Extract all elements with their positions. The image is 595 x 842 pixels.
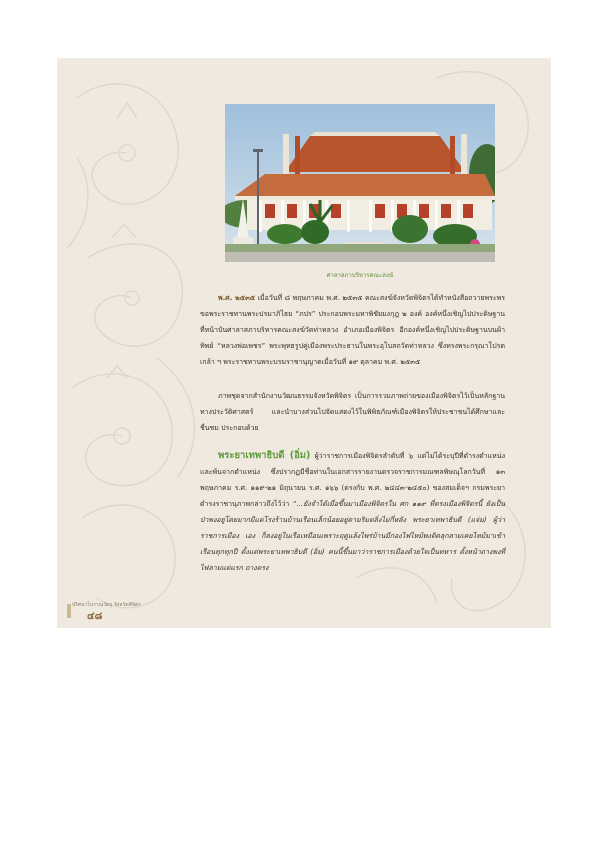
temple-photo-image [225, 104, 495, 262]
paragraph-body: ผู้ว่าราชการเมืองพิจิตรลำดับที่ ๖ แต่ไม่ได้ระบุปีที่ดำรงตำแหน่งและพ้นจากตำแหน่ง ซึ่งปรากฏมีชื่อท่านในเอกสารรายงานตรวจราชการมณฑลพิษณุโลกวันที่ ๑๓ พฤษภาคม ร.ศ. ๑๑๙-๒๑ มิถุนายน ร.ศ. ๑๖๖ (ตรงกับ พ.ศ. ๒๔๔๓-๒๔๕๐) ของสมเด็จฯ กรมพระยาดำรงราชานุภาพกล่าวถึงไว้ว่า “ [200, 452, 505, 508]
photo-caption: ศาลาสภาบริหารคณะสงฆ์ [326, 272, 394, 279]
paragraph-quote: ...ยังจำได้เมื่อขึ้นมาเมืองพิจิตรใน ศก ๑๑๙ ที่ตรงเมืองพิจิตรนี้ ยังเป็นป่าพงอยู่โดยมากมีแต่โรงร้านบ้านเรือนเล็กน้อยอยู่ตามริมตลิ่งไม่กี่หลัง พระยาเทพาธิบดี (แจ่ม) ผู้ว่าราชการเมือง เอง ก็ลงอยู่ในเรือเหมือนเพราะฤดูแล้งไพร่บ้านมีกองไฟไหม้พงติดลุกลามเคยไหม้มาเข้าเรือนทุกทุกปี ตั้งแต่พระยาเทพาธิบดี (อิ่ม) คนนี้ขึ้นมาว่าราชการเมืองด้วยใจเป็นทหาร ตั้งหน้าถางพงที่ไฟลามแต่แรก ถางตรง [200, 500, 505, 572]
footer-ornament [67, 604, 71, 618]
section-heading: พระยาเทพาธิบดี (อิ่ม) [218, 450, 311, 461]
paragraph-photo-collection [200, 388, 505, 436]
footer-book-title: ปริศนาโบราณวัตถุ จังหวัดพิจิตร [72, 602, 141, 608]
paragraph-governor [200, 448, 505, 576]
page-number: ๔๘ [87, 611, 103, 622]
paragraph-lead-year: พ.ศ. ๒๕๓๕ [218, 294, 256, 302]
paragraph-royal-monogram [200, 290, 505, 370]
paragraph-body: ภาพชุดจากสำนักงานวัฒนธรรมจังหวัดพิจิตร เป็นการรวมภาพถ่ายของเมืองพิจิตรไว้เป็นหลักฐานทางประวัติศาสตร์ และนำบางส่วนไปจัดแสดงไว้ในพิพิธภัณฑ์เมืองพิจิตรให้ประชาชนได้ศึกษาและชื่นชม ประกอบด้วย [200, 392, 505, 432]
paragraph-body: เมื่อวันที่ ๘ พฤษภาคม พ.ศ. ๒๕๓๕ คณะสงฆ์จังหวัดพิจิตรได้ทำหนังสือถวายพระพรขอพระราชทานพระปรมาภิไธย “ภปร” ประกอบพระมหาพิชัยมงกุฎ ๒ องค์ องค์หนึ่งเชิญไปประดิษฐานที่หน้าบันศาลาสภาบริหารคณะสงฆ์วัดท่าหลวง อำเภอเมืองพิจิตร อีกองค์หนึ่งเชิญไปประดิษฐานบนผ้าทิพย์ “หลวงพ่อเพชร” พระพุทธรูปคู่เมืองพระประธานในพระอุโบสถวัดท่าหลวง ซึ่งทรงพระกรุณาโปรดเกล้า ฯ พระราชทานพระบรมราชานุญาตเมื่อวันที่ ๑๙ ตุลาคม พ.ศ. ๒๕๓๕ [200, 294, 506, 366]
temple-photo [225, 104, 495, 262]
book-page [57, 58, 551, 628]
